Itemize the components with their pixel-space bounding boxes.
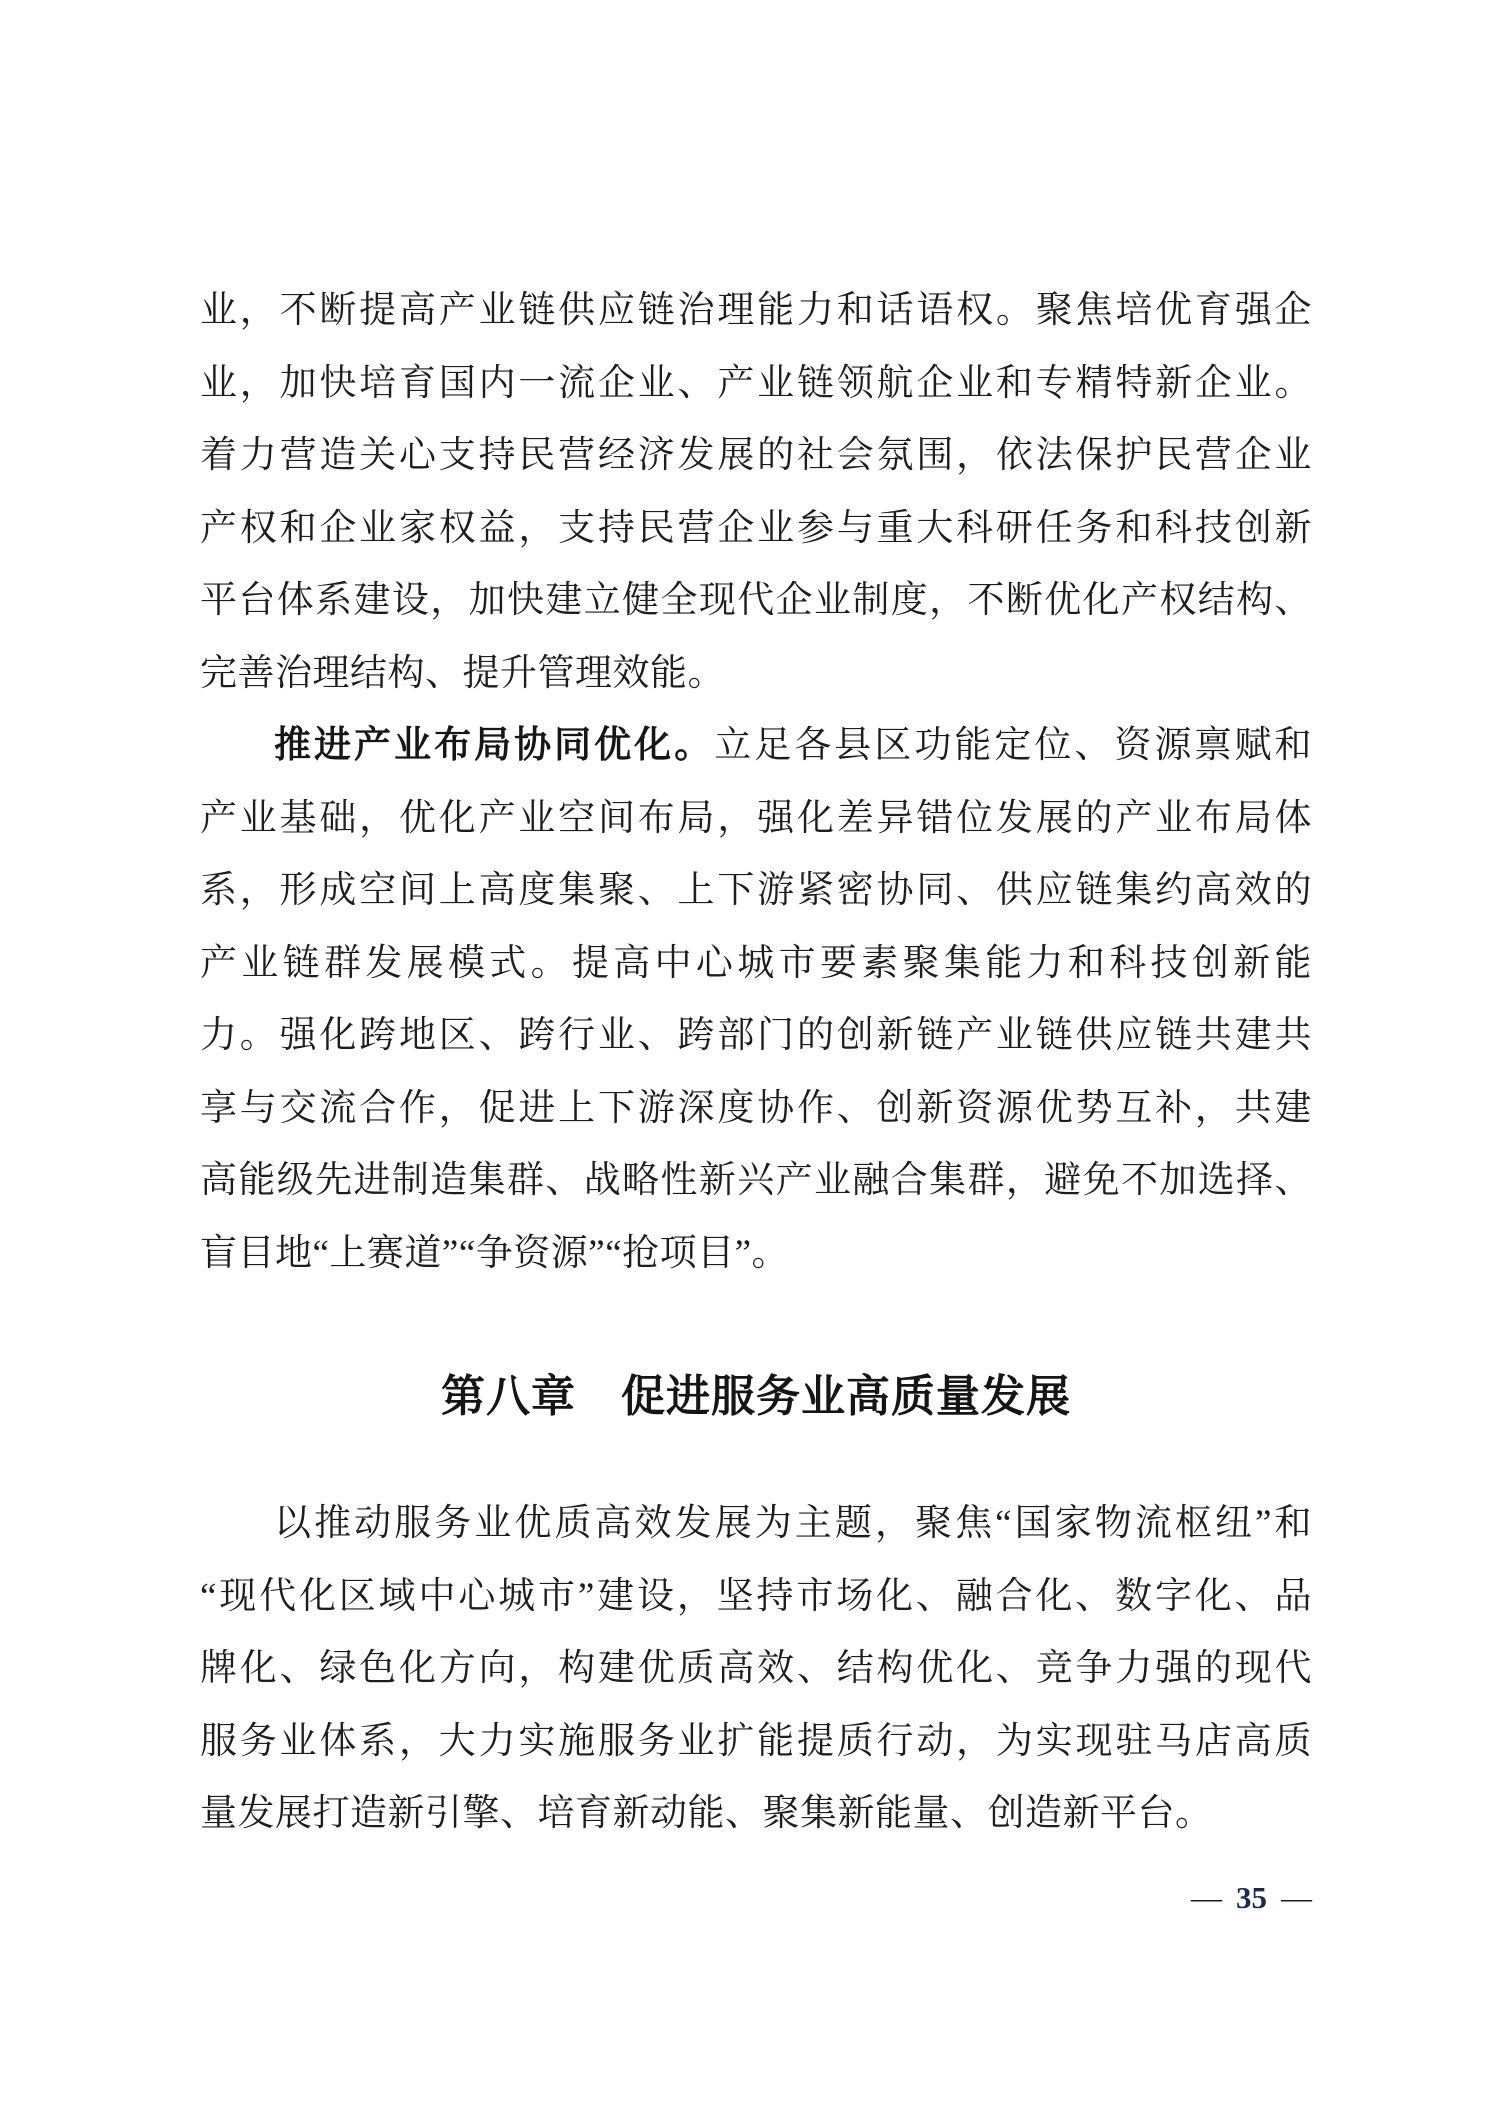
body-line: 产权和企业家权益，支持民营企业参与重大科研任务和科技创新: [200, 507, 1312, 549]
page-number: 35: [1236, 1880, 1267, 1915]
body-line: 服务业体系，大力实施服务业扩能提质行动，为实现驻马店高质: [200, 1720, 1312, 1762]
body-line: 以推动服务业优质高效发展为主题，聚焦“国家物流枢纽”和: [274, 1503, 1312, 1544]
paragraph-lead-line: [200, 710, 1312, 783]
body-line: 牌化、绿色化方向，构建优质高效、结构优化、竞争力强的现代: [200, 1648, 1312, 1689]
body-line: 产业链群发展模式。提高中心城市要素聚集能力和科技创新能: [200, 942, 1312, 984]
body-line: 系，形成空间上高度集聚、上下游紧密协同、供应链集约高效的: [200, 870, 1312, 911]
page-footer: [200, 1876, 1312, 1920]
page-number-left-dash: —: [1191, 1880, 1222, 1915]
chapter-heading: 第八章 促进服务业高质量发展: [441, 1372, 1071, 1421]
body-line: 产业基础，优化产业空间布局，强化差异错位发展的产业布局体: [200, 797, 1312, 839]
body-line: 力。强化跨地区、跨行业、跨部门的创新链产业链供应链共建共: [200, 1015, 1312, 1056]
body-line: 盲目地“上赛道”“争资源”“抢项目”。: [200, 1232, 790, 1274]
body-line: 量发展打造新引擎、培育新动能、聚集新能量、创造新平台。: [200, 1793, 1213, 1834]
body-line: 享与交流合作，促进上下游深度协作、创新资源优势互补，共建: [200, 1087, 1312, 1129]
main-text-block: [200, 275, 1312, 1290]
paragraph-lead-rest: 立足各县区功能定位、资源禀赋和: [714, 725, 1313, 766]
body-line: 高能级先进制造集群、战略性新兴产业融合集群，避免不加选择、: [200, 1160, 1312, 1201]
body-line: 业，加快培育国内一流企业、产业链领航企业和专精特新企业。: [200, 362, 1312, 404]
chapter-intro-block: [200, 1488, 1312, 1851]
body-line: 着力营造关心支持民营经济发展的社会氛围，依法保护民营企业: [200, 435, 1312, 476]
body-line: 平台体系建设，加快建立健全现代企业制度，不断优化产权结构、: [200, 580, 1312, 621]
page-number-right-dash: —: [1281, 1880, 1312, 1915]
body-line: “现代化区域中心城市”建设，坚持市场化、融合化、数字化、品: [200, 1575, 1312, 1617]
paragraph-lead-bold: 推进产业布局协同优化。: [274, 725, 715, 766]
body-line: 完善治理结构、提升管理效能。: [200, 652, 725, 694]
body-line: 业，不断提高产业链供应链治理能力和话语权。聚焦培优育强企: [200, 290, 1312, 331]
